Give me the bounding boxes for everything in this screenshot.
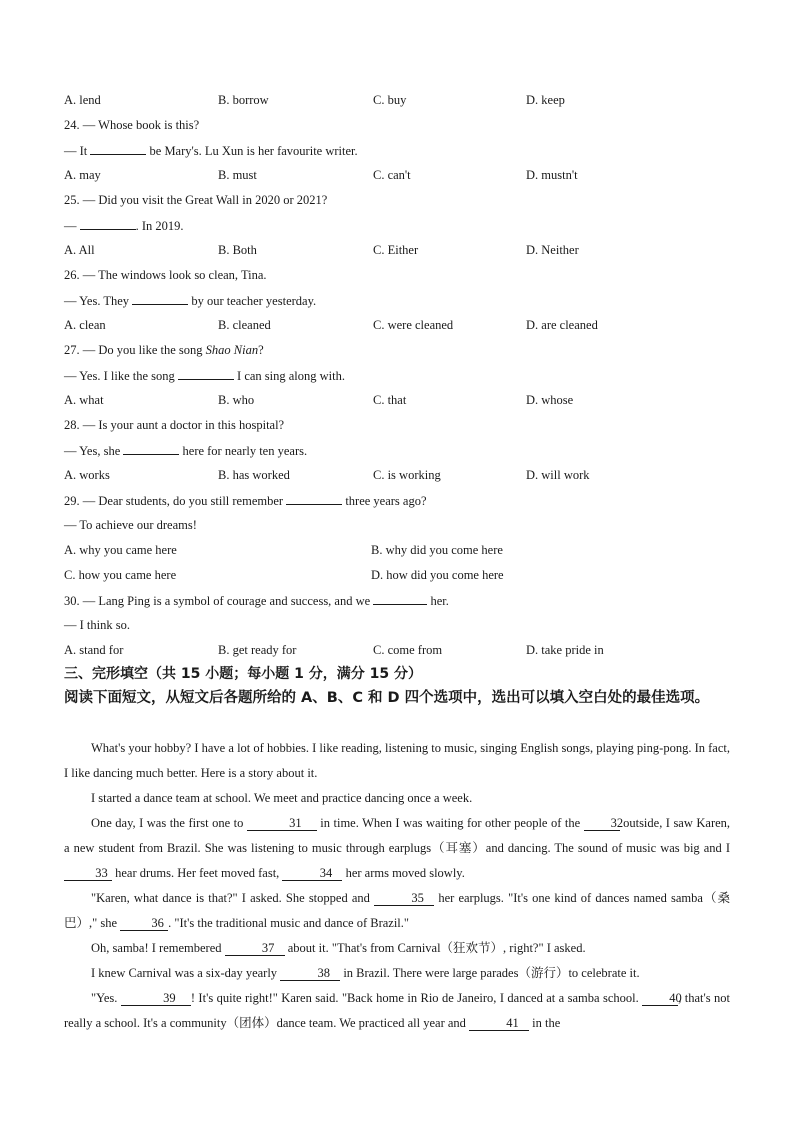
q30-stem-pre: 30. — Lang Ping is a symbol of courage and success, and we [64, 594, 371, 608]
q29-option-d[interactable]: D. how did you come here [371, 568, 504, 582]
p3-text-a: One day, I was the first one to [91, 816, 244, 830]
q26-options [64, 317, 734, 333]
p3-text-e: her arms moved slowly. [345, 866, 465, 880]
q23-option-d[interactable]: D. keep [526, 93, 565, 107]
p6-text-b: in Brazil. There were large parades（游行）to celebrate it. [343, 966, 640, 980]
passage-paragraph-4 [64, 886, 730, 936]
p4-text-b: her earplugs. "It's one kind of dances named samba（桑巴）," she [64, 891, 731, 930]
q27-reply-post: I can sing along with. [237, 369, 345, 383]
q26-reply [64, 292, 316, 309]
q28-option-d[interactable]: D. will work [526, 468, 590, 482]
p3-text-c: outside, I saw Karen, a new student from Brazil. She was listening to music through earplugs（耳塞）and dancing. The sound of music was big and I [64, 816, 731, 855]
q24-option-d[interactable]: D. mustn't [526, 168, 578, 182]
q28-answer-blank[interactable] [123, 442, 179, 455]
q27-option-c[interactable]: C. that [373, 393, 407, 407]
q24-option-a[interactable]: A. may [64, 168, 101, 182]
q24-options [64, 167, 734, 183]
p7-text-c: , that's not really a school. It's a community（团体）dance team. We practiced all year and [64, 991, 730, 1030]
p4-text-c: . "It's the traditional music and dance of Brazil." [168, 916, 409, 930]
q26-option-c[interactable]: C. were cleaned [373, 318, 454, 332]
q28-options [64, 467, 734, 483]
q27-options [64, 392, 734, 408]
q30-option-d[interactable]: D. take pride in [526, 643, 604, 657]
p3-text-b: in time. When I was waiting for other people of the [320, 816, 581, 830]
q28-option-a[interactable]: A. works [64, 468, 110, 482]
q25-option-b[interactable]: B. Both [218, 243, 257, 257]
q30-options [64, 642, 734, 658]
blank-41[interactable]: 41 [469, 1016, 529, 1031]
q29-reply: — To achieve our dreams! [64, 518, 197, 532]
q29-answer-blank[interactable] [286, 492, 342, 505]
passage-paragraph-7 [64, 986, 730, 1036]
q28-option-b[interactable]: B. has worked [218, 468, 290, 482]
passage-paragraph-1: What's your hobby? I have a lot of hobbies. I like reading, listening to music, singing English songs, playing ping-pong. In fact, I like dancing much better. Here is a story about it. [64, 741, 730, 780]
p7-text-a: "Yes. [91, 991, 118, 1005]
q27-song-title: Shao Nian [205, 343, 259, 357]
q29-stem [64, 492, 427, 509]
p7-text-d: in the [532, 1016, 561, 1030]
q23-option-a[interactable]: A. lend [64, 93, 101, 107]
p7-text-b: ! It's quite right!" Karen said. "Back home in Rio de Janeiro, I danced at a samba school. [190, 991, 639, 1005]
q30-answer-blank[interactable] [373, 592, 427, 605]
q30-stem-post: her. [430, 594, 449, 608]
q26-stem: 26. — The windows look so clean, Tina. [64, 268, 267, 282]
q23-option-b[interactable]: B. borrow [218, 93, 269, 107]
q27-stem-pre: 27. — Do you like the song [64, 343, 203, 357]
q27-stem-post: ? [258, 343, 264, 357]
blank-34[interactable]: 34 [282, 866, 342, 881]
q25-reply-pre: — [64, 219, 77, 233]
q25-answer-blank[interactable] [80, 217, 136, 230]
q28-stem: 28. — Is your aunt a doctor in this hospital? [64, 418, 285, 432]
p3-text-d: hear drums. Her feet moved fast, [115, 866, 280, 880]
q28-reply [64, 442, 307, 459]
q29-option-a[interactable]: A. why you came here [64, 543, 177, 557]
q25-option-c[interactable]: C. Either [373, 243, 419, 257]
q25-stem: 25. — Did you visit the Great Wall in 2020 or 2021? [64, 193, 328, 207]
q26-option-a[interactable]: A. clean [64, 318, 106, 332]
q28-option-c[interactable]: C. is working [373, 468, 441, 482]
blank-38[interactable]: 38 [280, 966, 340, 981]
p5-text-a: Oh, samba! I remembered [91, 941, 222, 955]
q27-reply-pre: — Yes. I like the song [64, 369, 175, 383]
blank-39[interactable]: 39 [121, 991, 191, 1006]
passage-paragraph-5 [64, 936, 730, 961]
blank-37[interactable]: 37 [225, 941, 285, 956]
q27-option-a[interactable]: A. what [64, 393, 104, 407]
q29-options-row1 [64, 542, 734, 558]
q24-answer-blank[interactable] [90, 142, 146, 155]
q27-option-b[interactable]: B. who [218, 393, 255, 407]
q25-reply [64, 217, 184, 234]
p4-text-a: "Karen, what dance is that?" I asked. She stopped and [91, 891, 370, 905]
passage-paragraph-2: I started a dance team at school. We meet and practice dancing once a week. [91, 791, 473, 805]
section-title: 三、完形填空（共 15 小题；每小题 1 分，满分 15 分） [64, 666, 422, 682]
q26-option-b[interactable]: B. cleaned [218, 318, 271, 332]
q27-reply [64, 367, 345, 384]
q28-reply-pre: — Yes, she [64, 444, 121, 458]
blank-32[interactable]: 32 [584, 816, 620, 831]
q28-reply-post: here for nearly ten years. [182, 444, 308, 458]
q30-option-a[interactable]: A. stand for [64, 643, 124, 657]
passage-paragraph-3 [64, 811, 730, 886]
blank-31[interactable]: 31 [247, 816, 317, 831]
q29-stem-post: three years ago? [345, 494, 427, 508]
q25-option-d[interactable]: D. Neither [526, 243, 579, 257]
q24-stem: 24. — Whose book is this? [64, 118, 200, 132]
q26-reply-pre: — Yes. They [64, 294, 130, 308]
blank-40[interactable]: 40 [642, 991, 678, 1006]
q25-option-a[interactable]: A. All [64, 243, 95, 257]
q24-reply [64, 142, 358, 159]
q27-stem [64, 342, 264, 358]
passage-paragraph-6 [64, 961, 730, 986]
q24-option-b[interactable]: B. must [218, 168, 257, 182]
q30-reply: — I think so. [64, 618, 130, 632]
blank-36[interactable]: 36 [120, 916, 168, 931]
blank-35[interactable]: 35 [374, 891, 434, 906]
q29-stem-pre: 29. — Dear students, do you still remember [64, 494, 284, 508]
cloze-passage [64, 736, 730, 1036]
q29-option-c[interactable]: C. how you came here [64, 568, 177, 582]
q25-reply-post: . In 2019. [135, 219, 184, 233]
q29-option-b[interactable]: B. why did you come here [371, 543, 503, 557]
q27-option-d[interactable]: D. whose [526, 393, 574, 407]
q26-answer-blank[interactable] [132, 292, 188, 305]
q30-option-c[interactable]: C. come from [373, 643, 443, 657]
blank-33[interactable]: 33 [64, 866, 112, 881]
q29-options-row2 [64, 567, 734, 583]
q23-options [64, 92, 734, 108]
q26-option-d[interactable]: D. are cleaned [526, 318, 598, 332]
p5-text-b: about it. "That's from Carnival（狂欢节）, right?" I asked. [287, 941, 586, 955]
q26-reply-post: by our teacher yesterday. [191, 294, 317, 308]
p6-text-a: I knew Carnival was a six-day yearly [91, 966, 278, 980]
q24-reply-pre: — It [64, 144, 88, 158]
q30-stem [64, 592, 449, 609]
q30-option-b[interactable]: B. get ready for [218, 643, 297, 657]
q24-reply-post: be Mary's. Lu Xun is her favourite writer. [149, 144, 358, 158]
q23-option-c[interactable]: C. buy [373, 93, 407, 107]
q24-option-c[interactable]: C. can't [373, 168, 411, 182]
section-instruction: 阅读下面短文，从短文后各题所给的 A、B、C 和 D 四个选项中，选出可以填入空白处的最佳选项。 [64, 690, 710, 706]
q27-answer-blank[interactable] [178, 367, 234, 380]
q25-options [64, 242, 734, 258]
